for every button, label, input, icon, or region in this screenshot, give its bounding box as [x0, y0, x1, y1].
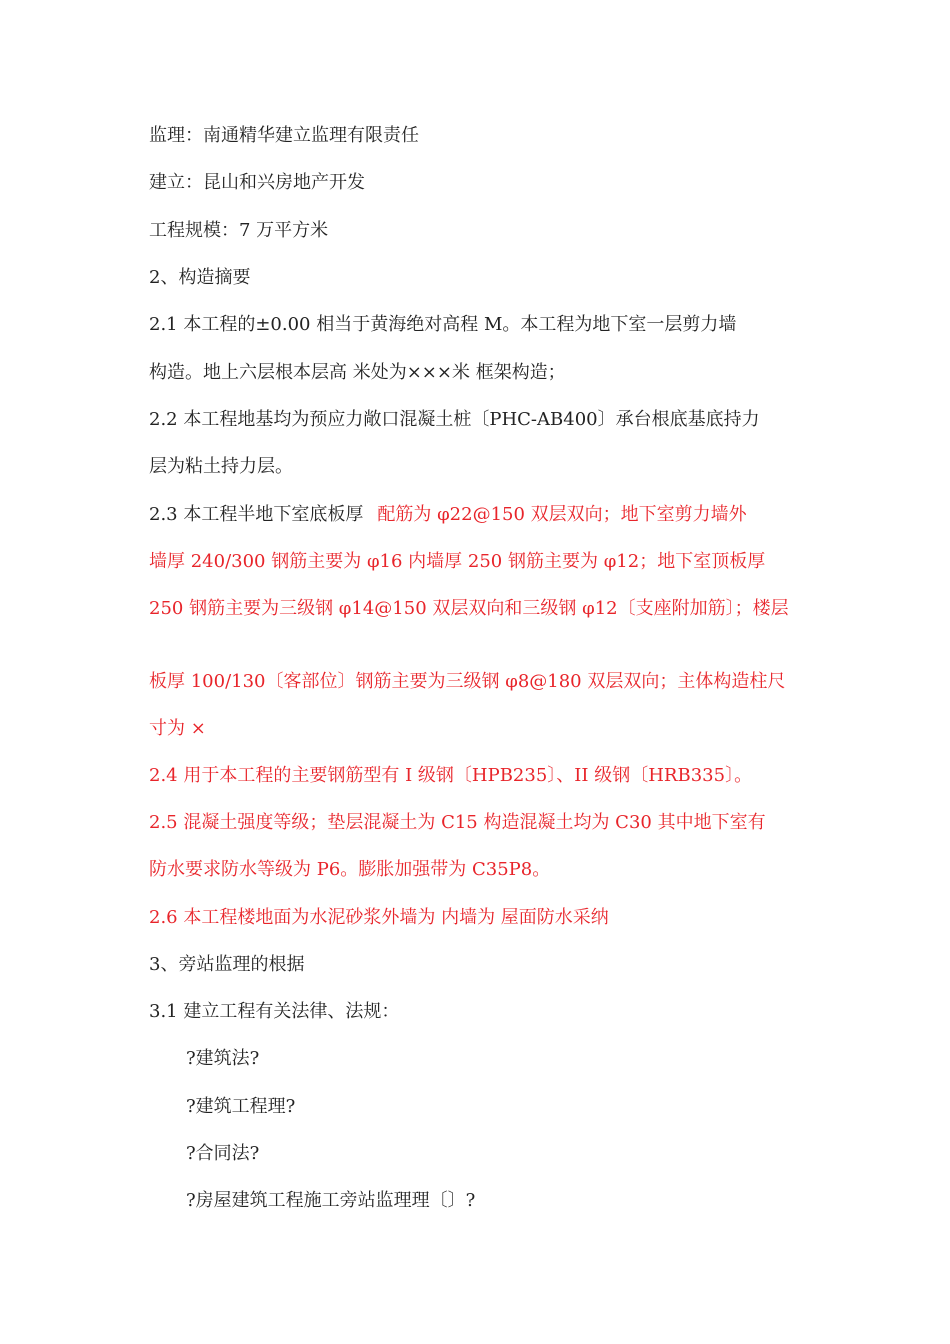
law-item-1: ?建筑法?	[186, 1048, 260, 1069]
para-2-3-line-5: 寸为 ×	[149, 718, 206, 739]
section-3-heading: 3、旁站监理的根据	[149, 954, 305, 975]
project-scale-line: 工程规模：7 万平方米	[149, 220, 329, 241]
para-2-3-line-1	[149, 503, 747, 527]
law-item-4: ?房屋建筑工程施工旁站监理理〔〕?	[186, 1190, 476, 1211]
para-2-6: 2.6 本工程楼地面为水泥砂浆外墙为 内墙为 屋面防水采纳	[149, 907, 609, 928]
law-item-3: ?合同法?	[186, 1143, 260, 1164]
para-2-1-line-2: 构造。地上六层根本层高 米处为×××米 框架构造；	[149, 362, 566, 383]
para-2-5-line-2: 防水要求防水等级为 P6。膨胀加强带为 C35P8。	[149, 859, 551, 880]
developer-line: 建立：昆山和兴房地产开发	[149, 172, 365, 193]
para-2-3-line-3: 250 钢筋主要为三级钢 φ14@150 双层双向和三级钢 φ12〔支座附加筋〕；楼层	[149, 598, 789, 619]
supervisor-line: 监理：南通精华建立监理有限责任	[149, 125, 419, 146]
para-2-3-highlight: 配筋为 φ22@150 双层双向；地下室剪力墙外	[377, 504, 747, 525]
para-2-5-line-1: 2.5 混凝土强度等级；垫层混凝土为 C15 构造混凝土均为 C30 其中地下室有	[149, 812, 766, 833]
para-2-2-line-1: 2.2 本工程地基均为预应力敞口混凝土桩〔PHC-AB400〕承台根底基底持力	[149, 409, 760, 430]
para-3-1: 3.1 建立工程有关法律、法规：	[149, 1001, 400, 1022]
para-2-3-line-2: 墙厚 240/300 钢筋主要为 φ16 内墙厚 250 钢筋主要为 φ12；地下室顶板厚	[149, 551, 766, 572]
para-2-2-line-2: 层为粘土持力层。	[149, 456, 293, 477]
law-item-2: ?建筑工程理?	[186, 1096, 296, 1117]
section-2-heading: 2、构造摘要	[149, 267, 251, 288]
para-2-4: 2.4 用于本工程的主要钢筋型有 I 级钢〔HPB235〕、II 级钢〔HRB335〕。	[149, 765, 753, 786]
para-2-3-line-4: 板厚 100/130〔客部位〕钢筋主要为三级钢 φ8@180 双层双向；主体构造柱尺	[149, 671, 786, 692]
para-2-3-label: 2.3 本工程半地下室底板厚	[149, 504, 364, 525]
para-2-1-line-1: 2.1 本工程的±0.00 相当于黄海绝对高程 M。本工程为地下室一层剪力墙	[149, 314, 737, 335]
